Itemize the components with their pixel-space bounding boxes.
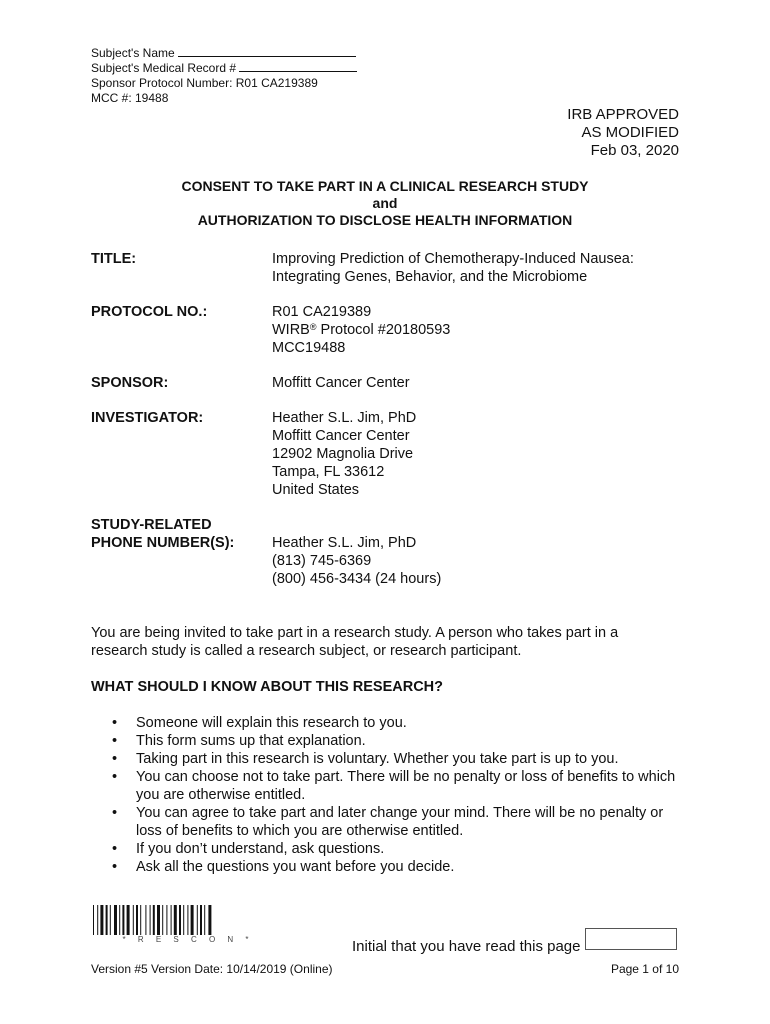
list-item bbox=[112, 714, 682, 732]
investigator-line: 12902 Magnolia Drive bbox=[272, 446, 414, 462]
bullet-list bbox=[112, 714, 682, 876]
intro-line: You are being invited to take part in a research study. A person who takes part in a bbox=[91, 625, 619, 641]
investigator-line: Tampa, FL 33612 bbox=[272, 464, 385, 480]
investigator-line: United States bbox=[272, 482, 360, 498]
phone-line: Heather S.L. Jim, PhD bbox=[272, 535, 417, 551]
barcode-bar bbox=[157, 905, 160, 935]
bullet-icon: • bbox=[112, 769, 118, 785]
study-title-line: Integrating Genes, Behavior, and the Microbiome bbox=[272, 269, 588, 285]
irb-approved-text: IRB APPROVED bbox=[567, 106, 679, 123]
investigator-line: Heather S.L. Jim, PhD bbox=[272, 410, 417, 426]
list-item-text: You can agree to take part and later change your mind. There will be no penalty or loss of benefits to which you are otherwise entitled. bbox=[136, 805, 664, 839]
bullet-icon: • bbox=[112, 751, 118, 767]
barcode-bar bbox=[97, 905, 98, 935]
barcode-bar bbox=[122, 905, 124, 935]
wirb-protocol-number: Protocol #20180593 bbox=[316, 322, 451, 338]
phone-value bbox=[272, 534, 692, 588]
sponsor-protocol-number: Sponsor Protocol Number: R01 CA219389 bbox=[91, 76, 318, 90]
barcode-icon bbox=[91, 905, 281, 935]
barcode-bar bbox=[127, 905, 130, 935]
phone-label bbox=[91, 516, 261, 552]
irb-modified-text: AS MODIFIED bbox=[581, 124, 679, 141]
protocol-value bbox=[272, 303, 692, 357]
subject-name-blank bbox=[178, 46, 356, 57]
list-item bbox=[112, 768, 682, 804]
list-item-text: Taking part in this research is voluntary. Whether you take part is up to you. bbox=[136, 751, 619, 767]
study-title-line: Improving Prediction of Chemotherapy-Induced Nausea: bbox=[272, 251, 634, 267]
version-footer: Version #5 Version Date: 10/14/2019 (Online) bbox=[91, 962, 333, 976]
barcode-bar bbox=[174, 905, 177, 935]
phone-label-line: STUDY-RELATED bbox=[91, 517, 212, 533]
bullet-icon: • bbox=[112, 841, 118, 857]
barcode-bar bbox=[100, 905, 103, 935]
bullet-icon: • bbox=[112, 805, 118, 821]
study-title-label: TITLE: bbox=[91, 251, 137, 267]
study-title-value bbox=[272, 250, 692, 286]
barcode-bar bbox=[153, 905, 155, 935]
list-item bbox=[112, 858, 682, 876]
protocol-line: R01 CA219389 bbox=[272, 304, 372, 320]
medical-record-label: Subject's Medical Record # bbox=[91, 61, 237, 75]
barcode-bar bbox=[110, 905, 111, 935]
investigator-line: Moffitt Cancer Center bbox=[272, 428, 410, 444]
barcode-bar bbox=[162, 905, 163, 935]
phone-line: (813) 745-6369 bbox=[272, 553, 372, 569]
subject-header bbox=[91, 46, 357, 106]
list-item-text: This form sums up that explanation. bbox=[136, 733, 366, 749]
barcode-bar bbox=[150, 905, 151, 935]
barcode-bar bbox=[166, 905, 167, 935]
phone-label-line: PHONE NUMBER(S): bbox=[91, 535, 235, 551]
registered-mark: ® bbox=[309, 322, 317, 332]
barcode-bar bbox=[136, 905, 138, 935]
sponsor-value: Moffitt Cancer Center bbox=[272, 375, 410, 391]
list-item bbox=[112, 732, 682, 750]
list-item bbox=[112, 750, 682, 768]
barcode-bar bbox=[145, 905, 146, 935]
barcode-bar bbox=[200, 905, 202, 935]
barcode-bar bbox=[171, 905, 172, 935]
irb-approval-stamp bbox=[567, 106, 679, 160]
bullet-icon: • bbox=[112, 715, 118, 731]
intro-line: research study is called a research subject, or research participant. bbox=[91, 643, 522, 659]
document-title-line2: and bbox=[372, 195, 398, 211]
investigator-value bbox=[272, 409, 692, 499]
barcode-bar bbox=[183, 905, 184, 935]
barcode-caption: * R E S C O N * bbox=[122, 935, 250, 944]
barcode-bar bbox=[179, 905, 181, 935]
investigator-label: INVESTIGATOR: bbox=[91, 410, 204, 426]
list-item bbox=[112, 804, 682, 840]
wirb-text: WIRB bbox=[272, 322, 310, 338]
barcode-bar bbox=[140, 905, 141, 935]
document-title-line3: AUTHORIZATION TO DISCLOSE HEALTH INFORMATION bbox=[197, 212, 573, 228]
initial-label: Initial that you have read this page bbox=[352, 938, 581, 955]
list-item-text: You can choose not to take part. There will be no penalty or loss of benefits to which you are otherwise entitled. bbox=[136, 769, 676, 803]
irb-date: Feb 03, 2020 bbox=[590, 142, 679, 159]
barcode-bar bbox=[191, 905, 194, 935]
initial-input-box[interactable] bbox=[585, 928, 677, 950]
barcode-bar bbox=[197, 905, 198, 935]
barcode-bar bbox=[133, 905, 134, 935]
mcc-number: MCC #: 19488 bbox=[91, 91, 169, 105]
phone-line: (800) 456-3434 (24 hours) bbox=[272, 571, 442, 587]
section-heading: WHAT SHOULD I KNOW ABOUT THIS RESEARCH? bbox=[91, 679, 444, 695]
bullet-icon: • bbox=[112, 733, 118, 749]
protocol-label: PROTOCOL NO.: bbox=[91, 304, 208, 320]
barcode-bar bbox=[119, 905, 120, 935]
medical-record-row bbox=[91, 61, 357, 76]
document-title bbox=[0, 178, 770, 229]
bullet-icon: • bbox=[112, 859, 118, 875]
intro-paragraph bbox=[91, 624, 691, 660]
barcode-bar bbox=[93, 905, 94, 935]
subject-name-label: Subject's Name bbox=[91, 46, 175, 60]
barcode-bar bbox=[114, 905, 117, 935]
protocol-line: MCC19488 bbox=[272, 340, 346, 356]
document-title-line1: CONSENT TO TAKE PART IN A CLINICAL RESEARCH STUDY bbox=[181, 178, 589, 194]
barcode-bar bbox=[208, 905, 211, 935]
subject-name-row bbox=[91, 46, 357, 61]
list-item bbox=[112, 840, 682, 858]
list-item-text: Someone will explain this research to you. bbox=[136, 715, 407, 731]
barcode-bar bbox=[204, 905, 205, 935]
sponsor-label: SPONSOR: bbox=[91, 375, 169, 391]
page-number: Page 1 of 10 bbox=[610, 962, 679, 976]
medical-record-blank bbox=[239, 61, 357, 72]
list-item-text: Ask all the questions you want before you decide. bbox=[136, 859, 455, 875]
barcode-bar bbox=[106, 905, 108, 935]
list-item-text: If you don’t understand, ask questions. bbox=[136, 841, 385, 857]
barcode-bar bbox=[187, 905, 188, 935]
protocol-line bbox=[272, 321, 692, 339]
